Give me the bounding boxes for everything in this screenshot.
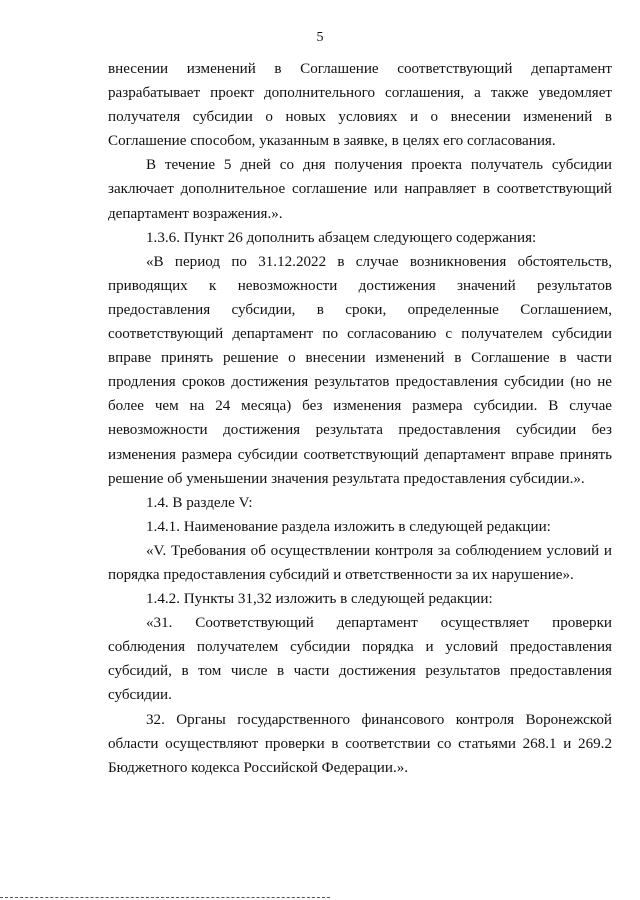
paragraph-item-1-4: 1.4. В разделе V: [146, 494, 253, 511]
paragraph-item-1-4-2: 1.4.2. Пункты 31,32 изложить в следующей редакции: [146, 591, 493, 608]
footer-divider [0, 897, 330, 898]
paragraph-continuation: внесении изменений в Соглашение соответствующий департамент разрабатывает проект дополнительного соглашения, а также уведомляет получателя субсидии о новых условиях и о внесении изменений в Соглашение способом, указанным в заявке, в целях его согласования. [108, 61, 612, 150]
paragraph-section-title: «V. Требования об осуществлении контроля за соблюдением условий и порядка предоставления субсидий и ответственности за их нарушение». [108, 542, 612, 583]
paragraph-item-1-3-6: 1.3.6. Пункт 26 дополнить абзацем следующего содержания: [146, 229, 537, 246]
paragraph-deadline: В течение 5 дней со дня получения проекта получатель субсидии заключает дополнительное соглашение или направляет в соответствующий департамент возражения.». [108, 157, 612, 222]
paragraph-quote-period: «В период по 31.12.2022 в случае возникновения обстоятельств, приводящих к невозможности достижения значений результатов предоставления субсидии, в сроки, определенные Соглашением, соответствующий департамент по согласованию с получателем субсидии вправе принять решение о внесении изменений в Соглашение в части продления сроков достижения результатов предоставления субсидии (но не более чем на 24 месяца) без изменения размера субсидии. В случае невозможности достижения результата предоставления субсидии без изменения размера субсидии соответствующий департамент вправе принять решение об уменьшении значения результата предоставления субсидии.». [108, 253, 612, 487]
paragraph-point-31: «31. Соответствующий департамент осуществляет проверки соблюдения получателем субсидии порядка и условий предоставления субсидий, в том числе в части достижения результатов предоставления субсидии. [108, 615, 612, 704]
page-number: 5 [316, 30, 324, 45]
paragraph-point-32: 32. Органы государственного финансового контроля Воронежской области осуществляют проверки в соответствии со статьями 268.1 и 269.2 Бюджетного кодекса Российской Федерации.». [108, 711, 612, 776]
document-body [108, 57, 612, 780]
paragraph-item-1-4-1: 1.4.1. Наименование раздела изложить в следующей редакции: [146, 518, 551, 535]
